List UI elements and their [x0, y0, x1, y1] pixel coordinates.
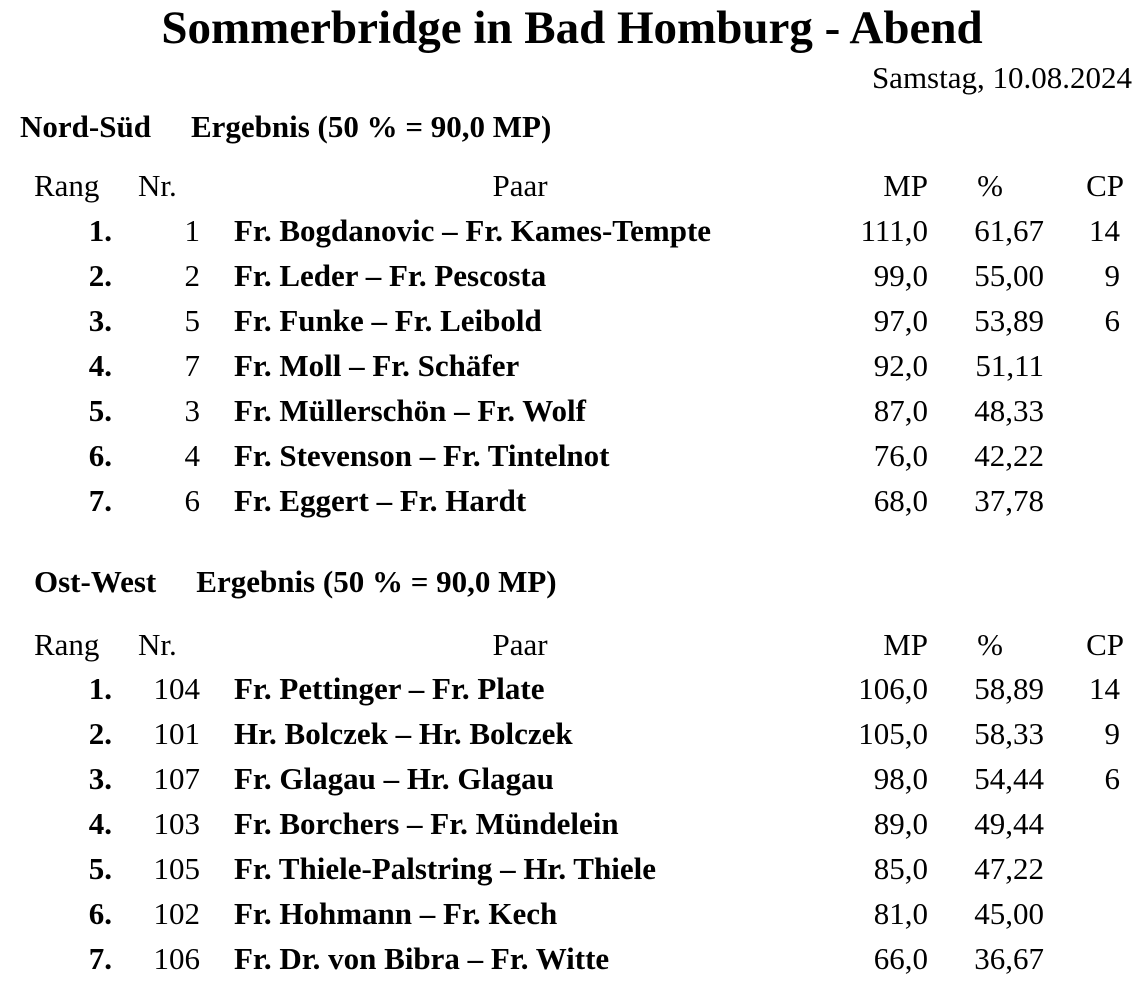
cell-percent: 49,44 [974, 806, 1044, 841]
cell-rank: 6. [88, 896, 112, 931]
cell-pair: Fr. Eggert – Fr. Hardt [234, 483, 527, 518]
cell-pair: Fr. Glagau – Hr. Glagau [234, 761, 554, 796]
event-date: Samstag, 10.08.2024 [871, 60, 1132, 95]
cell-pair: Fr. Hohmann – Fr. Kech [234, 896, 558, 931]
table-header-row [0, 163, 1144, 208]
cell-rank: 5. [88, 393, 112, 428]
section-result-label: Ergebnis (50 % = 90,0 MP) [196, 564, 557, 599]
cell-rank: 7. [88, 483, 112, 518]
cell-nr: 105 [153, 851, 200, 886]
cell-rank: 5. [88, 851, 112, 886]
cell-percent: 42,22 [974, 438, 1044, 473]
cell-pair: Fr. Thiele-Palstring – Hr. Thiele [234, 851, 656, 886]
cell-nr: 104 [153, 671, 200, 706]
section-name: Ost-West [34, 564, 157, 599]
column-header-nr: Nr. [138, 168, 177, 203]
cell-mp: 92,0 [873, 348, 928, 383]
cell-nr: 107 [153, 761, 200, 796]
cell-percent: 48,33 [974, 393, 1044, 428]
column-header-nr: Nr. [138, 627, 177, 662]
cell-cp: 6 [1104, 303, 1120, 338]
cell-rank: 2. [88, 258, 112, 293]
cell-mp: 99,0 [873, 258, 928, 293]
table-row [0, 433, 1144, 478]
column-header-rang: Rang [34, 627, 100, 662]
cell-nr: 2 [184, 258, 200, 293]
cell-pair: Fr. Borchers – Fr. Mündelein [234, 806, 619, 841]
table-row [0, 891, 1144, 936]
cell-pair: Fr. Moll – Fr. Schäfer [234, 348, 520, 383]
cell-percent: 55,00 [974, 258, 1044, 293]
cell-nr: 6 [184, 483, 200, 518]
cell-percent: 37,78 [974, 483, 1044, 518]
cell-pair: Fr. Stevenson – Fr. Tintelnot [234, 438, 610, 473]
cell-pair: Fr. Leder – Fr. Pescosta [234, 258, 547, 293]
section-name: Nord-Süd [20, 109, 151, 144]
cell-mp: 68,0 [873, 483, 928, 518]
cell-nr: 102 [153, 896, 200, 931]
cell-rank: 2. [88, 716, 112, 751]
column-header-percent: % [977, 168, 1003, 203]
cell-cp: 14 [1089, 671, 1120, 706]
cell-mp: 66,0 [873, 941, 928, 976]
cell-rank: 4. [88, 348, 112, 383]
table-row [0, 298, 1144, 343]
cell-rank: 3. [88, 303, 112, 338]
table-row [0, 478, 1144, 523]
table-row [0, 846, 1144, 891]
cell-pair: Fr. Bogdanovic – Fr. Kames-Tempte [234, 213, 712, 248]
cell-pair: Fr. Müllerschön – Fr. Wolf [234, 393, 586, 428]
section-heading-ost-west [34, 563, 557, 601]
cell-percent: 53,89 [974, 303, 1044, 338]
cell-rank: 4. [88, 806, 112, 841]
cell-nr: 101 [153, 716, 200, 751]
cell-nr: 103 [153, 806, 200, 841]
section-result-label: Ergebnis (50 % = 90,0 MP) [190, 109, 552, 144]
table-row [0, 388, 1144, 433]
cell-mp: 111,0 [860, 213, 928, 248]
cell-nr: 1 [184, 213, 200, 248]
cell-percent: 58,89 [974, 671, 1044, 706]
cell-pair: Fr. Dr. von Bibra – Fr. Witte [234, 941, 610, 976]
column-header-cp: CP [1086, 627, 1124, 662]
cell-rank: 6. [88, 438, 112, 473]
table-row [0, 208, 1144, 253]
table-row [0, 343, 1144, 388]
column-header-percent: % [977, 627, 1003, 662]
cell-mp: 98,0 [873, 761, 928, 796]
cell-rank: 1. [88, 213, 112, 248]
cell-mp: 81,0 [873, 896, 928, 931]
cell-percent: 47,22 [974, 851, 1044, 886]
cell-mp: 97,0 [873, 303, 928, 338]
column-header-rang: Rang [34, 168, 100, 203]
table-row [0, 756, 1144, 801]
cell-cp: 9 [1104, 258, 1120, 293]
cell-cp: 14 [1089, 213, 1120, 248]
table-row [0, 936, 1144, 981]
column-header-cp: CP [1086, 168, 1124, 203]
cell-percent: 51,11 [975, 348, 1044, 383]
cell-rank: 3. [88, 761, 112, 796]
cell-nr: 3 [184, 393, 200, 428]
cell-percent: 54,44 [974, 761, 1044, 796]
table-row [0, 801, 1144, 846]
section-heading-nord-sued [20, 108, 551, 146]
cell-mp: 106,0 [858, 671, 928, 706]
cell-percent: 58,33 [974, 716, 1044, 751]
cell-mp: 105,0 [858, 716, 928, 751]
cell-mp: 85,0 [873, 851, 928, 886]
cell-pair: Fr. Funke – Fr. Leibold [234, 303, 542, 338]
column-header-mp: MP [883, 627, 928, 662]
table-row [0, 666, 1144, 711]
table-row [0, 253, 1144, 298]
table-header-row [0, 622, 1144, 667]
page-title: Sommerbridge in Bad Homburg - Abend [161, 2, 983, 54]
cell-mp: 87,0 [873, 393, 928, 428]
cell-mp: 89,0 [873, 806, 928, 841]
cell-percent: 36,67 [974, 941, 1044, 976]
cell-pair: Hr. Bolczek – Hr. Bolczek [234, 716, 573, 751]
cell-nr: 4 [184, 438, 200, 473]
cell-pair: Fr. Pettinger – Fr. Plate [234, 671, 545, 706]
cell-mp: 76,0 [873, 438, 928, 473]
cell-percent: 61,67 [974, 213, 1044, 248]
cell-rank: 7. [88, 941, 112, 976]
cell-nr: 5 [184, 303, 200, 338]
cell-nr: 7 [184, 348, 200, 383]
column-header-paar: Paar [492, 168, 548, 203]
table-row [0, 711, 1144, 756]
cell-percent: 45,00 [974, 896, 1044, 931]
column-header-mp: MP [883, 168, 928, 203]
cell-rank: 1. [88, 671, 112, 706]
column-header-paar: Paar [492, 627, 548, 662]
cell-cp: 9 [1104, 716, 1120, 751]
cell-cp: 6 [1104, 761, 1120, 796]
cell-nr: 106 [153, 941, 200, 976]
